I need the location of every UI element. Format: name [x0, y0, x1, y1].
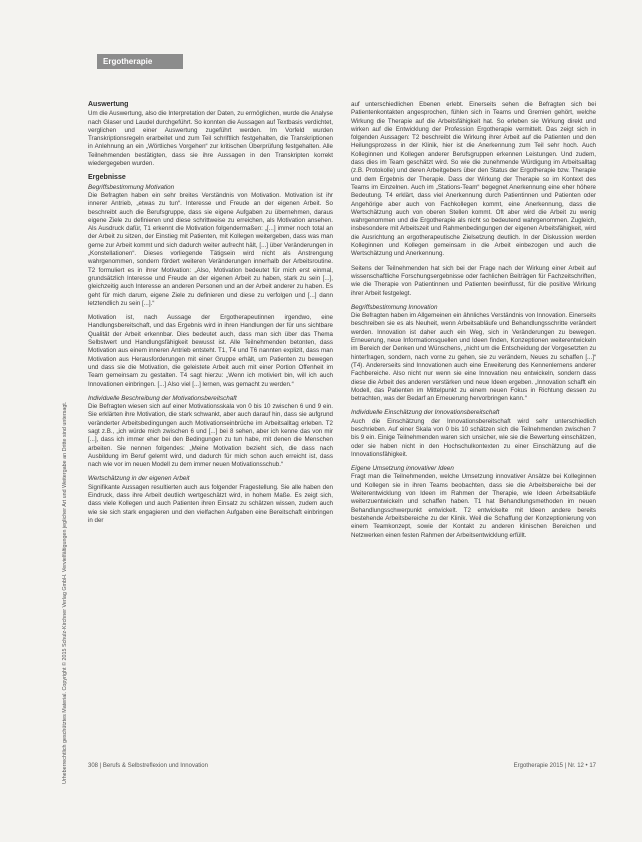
- footer-right: Ergotherapie 2015 | Nr. 12 • 17: [513, 763, 596, 769]
- subheading-wertschaetzung: Wertschätzung in der eigenen Arbeit: [88, 475, 190, 483]
- heading-auswertung: Auswertung: [88, 101, 129, 108]
- copyright-text: Urheberrechtlich geschütztes Material. Copyright © 2015 Schulz-Kirchner Verlag GmbH. Vervielfältigungen jeglicher Art und Weitergabe an Dritte sind untersagt.: [62, 401, 68, 784]
- paragraph: Um die Auswertung, also die Interpretation der Daten, zu ermöglichen, wurde die Analyse nach Glaser und Laudel durchgeführt. So konnten die Aussagen auf Textbasis verdichtet, verglichen und einer Auswertung zugeführt werden. Im Vorfeld wurden Transkriptionsregeln erarbeitet und zum Teil schriftlich festgehalten, die Transkriptionen in Anlehnung an ein „Wörtliches Vorgehen“ zur kritischen Überprüfung festgehalten. Alle Teilnehmenden bestätigten, dass sie ihre Aussagen in den Transkripten korrekt wiedergegeben wurden.: [88, 110, 333, 168]
- paragraph: auf unterschiedlichen Ebenen erlebt. Einerseits sehen die Befragten sich bei Patientenkontakten angesprochen, fühlen sich in Teams und Gremien gehört, welche Wirkung die Therapie auf die Arbeitsfähigkeit hat. So erleben sie Wirkung direkt und wirken auf die Entwicklung der Profession Ergotherapie vermittelt. Das zeigt sich in folgenden Aussagen: T2 beschreibt die Wirkung ihrer Arbeit auf die Patienten und den Heilungsprozess in der Klinik, hier ist die Anerkennung zum Teil sehr hoch. Auch Kolleginnen und Kollegen anderer Berufsgruppen erkennen Leistungen. Und zudem, dass dies im Team geschätzt wird. So wie die zunehmende Würdigung im Arbeitsalltag (z.B. Protokolle) und deren Arbeitgebers über den Status der Ergotherapie bzw. Therapie und dem Ergebnis der Therapie. Dass der Wirkung der Therapie so im Kontext des Teams im Einzelnen. Auch im „Stations-Team“ begegnet Anerkennung eine eher höhere Bedeutung. T4 erklärt, dass viel Anerkennung durch Patientinnen und Patienten oder Angehörige aber auch von Fachkollegen kommt, eine Anerkennung, dass die Wertschätzung auch von oberen Stellen kommt. Oft aber wird die Arbeit zu wenig wahrgenommen und die Ergotherapie als nicht so bedeutend wahrgenommen. Zugleich, insbesondere mit Arbeitszeit und Rahmenbedingungen der eigenen Arbeitsfähigkeit, wird die Ausrichtung an ergotherapeutische Zielsetzung deutlich. In der Diskussion werden Kolleginnen und Kollegen gemeinsam in die Arbeit einbezogen und auch die Wertschätzung und Anerkennung.: [351, 101, 596, 258]
- right-column: [351, 101, 596, 546]
- heading-ergebnisse: Ergebnisse: [88, 174, 126, 182]
- subheading-umsetzung: Eigene Umsetzung innovativer Ideen: [351, 465, 454, 473]
- paragraph: Motivation ist, nach Aussage der Ergotherapeutinnen irgendwo, eine Handlungsbereitschaft, und das Ergebnis wird in ihren Handlungen der für uns sichtbare Qualität der Arbeit erkennbar. Dies bedeutet auch, dass man sich über das Thema Selbstwert und Handlungsfähigkeit bewusst ist. Alle Teilnehmenden betonten, dass Motivation aus einem inneren Antrieb entsteht. T1, T4 und T6 nannten explizit, dass man Motivation aus Herausforderungen mit einer Gruppe erhält, um Patienten zu bewegen und dass sie die Motivation, die geleistete Arbeit auch mit einer Portion Offenheit im Team gemeinsam zu gestalten. T4 sagt hierzu: „Wenn ich motiviert bin, will ich auch Innovationen einbringen. [...] Also viel [...] lernen, was gemacht zu werden.“: [88, 314, 333, 388]
- paragraph: Seitens der Teilnehmenden hat sich bei der Frage nach der Wirkung einer Arbeit auf wissenschaftliche Forschungsergebnisse oder fachlichen Beiträgen für Fachzeitschriften, wie die Therapie von Patientinnen und Patienten beeinflusst, für die positive Wirkung ihrer Arbeit festgelegt.: [351, 264, 596, 297]
- paragraph: Signifikante Aussagen resultierten auch aus folgender Fragestellung. Sie alle haben den Eindruck, dass ihre Arbeit deutlich wertgeschätzt wird, in hohem Maße. Es zeigt sich, dass viele Kollegen und auch Patienten ihren Einsatz zu schätzen wissen, zudem auch wie sie sich stark engagieren und den vielfachen Aufgaben eine Bereitschaft einbringen in der: [88, 483, 333, 524]
- subheading-innovation: Begriffsbestimmung Innovation: [351, 303, 438, 311]
- paragraph: Auch die Einschätzung der Innovationsbereitschaft wird sehr unterschiedlich beschrieben. Auf einer Skala von 0 bis 10 schätzen sich die Teilnehmenden zwischen 7 bis 9 ein. Einige Teilnehmenden waren sich unsicher, wie sie die Bewertung einschätzen, oder sie haben nicht in den Hochschulkontexten zu einer Einschätzung auf die Innovationsfähigkeit.: [351, 417, 596, 458]
- left-column: [88, 101, 333, 531]
- section-label: Ergotherapie: [97, 54, 183, 69]
- copyright-side-note: [62, 85, 76, 790]
- paragraph: Die Befragten haben im Allgemeinen ein ähnliches Verständnis von Innovation. Einerseits beschreiben sie es als Neuheit, wenn Arbeitsabläufe und Behandlungsschritte verändert werden. Innovation ist daher auch ein Weg, sich in Veränderungen zu bewegen. Erneuerung, neue Informationsquellen und Ideen finden, Konzeptionen weiterentwickeln im Bereich der Denken und Wünschens, „nicht um die Entscheidung der Vorgesetzten zu hinterfragen, sondern, nach vorne zu gehen, sie zu verändern, Neues zu schaffen [...]“ (T4). Andererseits sind Innovationen auch eine Erweiterung des Kennenlernens anderer Fachbereiche. Also nicht nur wenn sie eine Innovation neu entwickeln, sondern dass diese die Arbeit des anderen verstärken und neue Ideen ergeben. „Innovation schafft ein Modell, das Patienten im Mittelpunkt zu einem neuen Fokus in Richtung dessen zu betrachten, was der Bedarf an Erneuerung hervorbringen kann.“: [351, 312, 596, 403]
- paragraph: Die Befragten haben ein sehr breites Verständnis von Motivation. Motivation ist ihr innerer Antrieb, „etwas zu tun“. Interesse und Freude an der eigenen Arbeit. So beschreibt auch die Berufsgruppe, dass sie eigene Aufgaben zu übernehmen, daraus eigene Ziele zu definieren und diese schrittweise zu erreichen, als Motivation ansehen. Als Ausdruck dafür, T1 erkennt die Motivation folgendermaßen: „[...] immer noch total an der Arbeit zu sitzen, der Einstieg mit Patienten, mit Kollegen weitergeben, dass was man gerne zur Arbeit kommt und sich dadurch weiter aufrecht hält, [...] über Veränderungen in „Konstellationen“. Dieses vorliegende Tätigsein wird nicht als Anstrengung wahrgenommen, sondern fördert weiteren Veränderungen innerhalb der Arbeitsroutine. T2 formuliert es in ihrer Motivation: „Also, Motivation bedeutet für mich erst einmal, grundsätzlich Interesse und Freude an der eigenen Arbeit zu haben, stark zu sein [...], gleichzeitig auch Interesse an anderen Personen und an der Arbeit anderer zu haben. Es geht für mich darum, eigene Ziele zu definieren und diese zu verfolgen und [...] dann letztendlich zu sein [...].“: [88, 191, 333, 307]
- subheading-innovationsbereitschaft: Individuelle Einschätzung der Innovationsbereitschaft: [351, 409, 500, 417]
- subheading-motivationsbereitschaft: Individuelle Beschreibung der Motivationsbereitschaft: [88, 394, 237, 402]
- paragraph: Die Befragten wiesen sich auf einer Motivationsskala von 0 bis 10 zwischen 6 und 9 ein. Sie erklärten ihre Motivation, die stark schwankt, aber auch darauf hin, dass sie aufgrund veränderter Arbeitsbedingungen auch Motivationseinbrüche im Arbeitsalltag erleben. T2 sagt z.B., „ich würde mich zwischen 6 und [...] bei 8 sehen, aber ich kenne das von mir [...], dass ich immer eher bei den Bedingungen zu tun habe, mit denen die Menschen arbeiten. Sie nennen folgendes: „Meine Motivation bezieht sich, die dass nach Ausbildung im Beruf gelernt wird, und dadurch für mich schon auch erreicht ist, dass nach wie vor im neuen Modell zu dem immer neuen Motivationsschub.“: [88, 403, 333, 469]
- subheading-motivation: Begriffsbestimmung Motivation: [88, 183, 175, 191]
- paragraph: Fragt man die Teilnehmenden, welche Umsetzung innovativer Ansätze bei Kolleginnen und Kollegen sie in ihren Teams beobachten, dass sie die Arbeitsbereiche bei der Weiterentwicklung von Ideen im Rahmen der Therapie, wie Ideen Arbeitsabläufe weiterzuentwickeln und schaffen haben. T1 hat Behandlungsmethoden im neuen Behandlungsschwerpunkt entwickelt. T2 entwickelte mit Ideen andere bereits bestehende Arbeitsbereiche zu der Klinik. Weil die Schaffung der Konzeptionierung von einem Teamkonzept, sowie der Kontakt zu anderen klinischen Bereichen und Netzwerken einen festen Rahmen der Arbeitsentwicklung erfüllt.: [351, 473, 596, 539]
- footer-left: 308 | Berufs & Selbstreflexion und Innovation: [88, 763, 208, 769]
